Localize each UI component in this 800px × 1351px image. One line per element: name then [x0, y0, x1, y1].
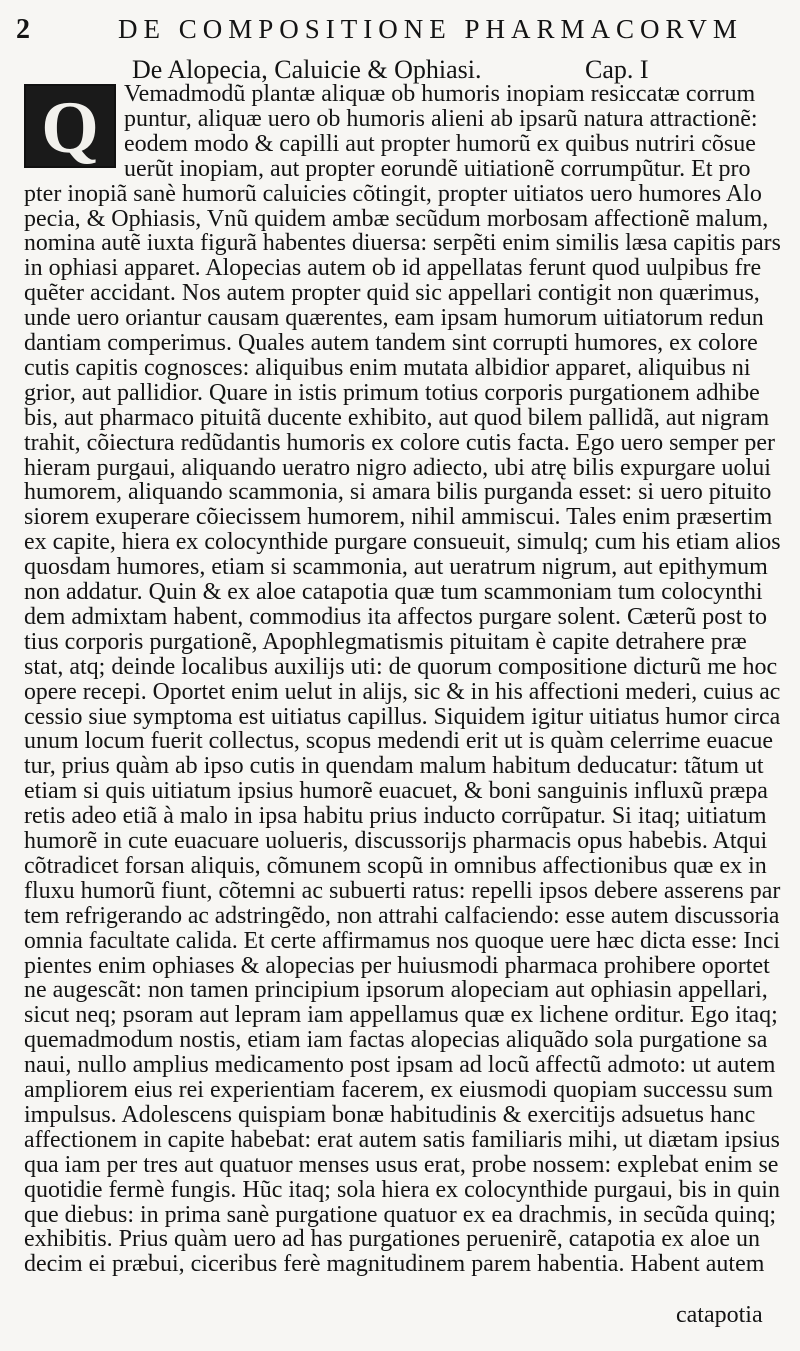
- text-line: cutis capitis cognosces: aliquibus enim mutata albidior apparet, aliquibus ni: [24, 354, 751, 381]
- text-line: eodem modo & capilli aut propter humorũ ex quibus nutriri cõsue: [124, 130, 756, 157]
- running-head: DE COMPOSITIONE PHARMACORVM: [118, 14, 743, 44]
- text-line: exhibitis. Prius quàm uero ad has purgationes peruenirẽ, catapotia ex aloe un: [24, 1226, 761, 1253]
- text-line: pter inopiã sanè humorũ caluicies cõtingit, propter uitiatos uero humores Alo: [24, 180, 762, 207]
- text-line: que diebus: in prima sanè purgatione quatuor ex ea drachmis, in secũda quinq;: [24, 1201, 777, 1228]
- text-line: qua iam per tres aut quatuor menses usus erat, probe nossem: explebat enim se: [24, 1151, 779, 1178]
- text-line: Vemadmodũ plantæ aliquæ ob humoris inopiam resiccatæ corrum: [124, 81, 756, 107]
- text-line: fluxu humorũ fiunt, cõtemni ac subuerti ratus: repelli ipsos debere asserens par: [24, 877, 781, 904]
- text-line: in ophiasi apparet. Alopecias autem ob id appellatas ferunt quod uulpibus fre: [24, 255, 762, 282]
- text-line: ex capite, hiera ex colocynthide purgare consueuit, simulq; cum his etiam alios: [24, 529, 781, 556]
- text-line: humorẽ in cute euacuare uolueris, discussorijs pharmacis opus habebis. Atqui: [24, 828, 768, 854]
- text-line: stat, atq; deinde localibus auxilijs uti: de quorum compositione dicturũ me hoc: [24, 653, 778, 680]
- text-line: affectionem in capite habebat: erat autem satis familiaris mihi, ut diætam ipsius: [24, 1126, 780, 1153]
- text-line: quosdam humores, etiam si scammonia, aut ueratrum nigrum, aut epithymum: [24, 554, 768, 581]
- chapter-number: Cap. I: [585, 55, 649, 84]
- text-line: non addatur. Quin & ex aloe catapotia quæ tum scammoniam tum colocynthi: [24, 579, 763, 605]
- text-line: sicut neq; psoram aut lepram iam appellamus quæ ex lichene orditur. Ego itaq;: [24, 1002, 778, 1029]
- text-line: quemadmodum nostis, etiam iam factas alopecias aliquãdo sola purgatione sa: [24, 1027, 768, 1054]
- text-line: dem admixtam habent, commodius ita affectos purgare solent. Cæterũ post to: [24, 603, 767, 630]
- text-line: trahit, cõiectura redũdantis humoris ex colore cutis facta. Ego uero semper per: [24, 429, 776, 456]
- text-line: bis, aut pharmaco pituitã ducente exhibito, aut quod bilem pallidã, aut nigram: [24, 404, 770, 431]
- text-line: decim ei præbui, ciceribus ferè magnitudinem parem habentia. Habent autem: [24, 1251, 765, 1278]
- catchword: catapotia: [676, 1302, 763, 1328]
- text-line: hieram purgaui, aliquando ueratro nigro adiecto, ubi atrę bilis expurgare uolui: [24, 454, 771, 481]
- text-line: omnia facultate calida. Et certe affirmamus nos quoque uere hæc dicta esse: Inci: [24, 927, 780, 954]
- text-line: ampliorem eius rei experientiam facerem, ex eiusmodi quopiam successu sum: [24, 1077, 774, 1103]
- text-line: grior, aut pallidior. Quare in istis primum totius corporis purgationem adhibe: [24, 379, 760, 406]
- text-line: uerũt inopiam, aut propter eorundẽ uitiationẽ corrumpũtur. Et pro: [124, 155, 751, 182]
- text-line: tius corporis purgationẽ, Apophlegmatismis pituitam è capite detrahere præ: [24, 628, 747, 655]
- chapter-title: De Alopecia, Caluicie & Ophiasi.: [132, 55, 482, 84]
- text-line: unum locum fuerit collectus, scopus medendi erit ut is quàm celerrime euacue: [24, 728, 774, 755]
- text-line: retis adeo etiã à malo in ipsa habitu prius inducto corrũpatur. Si itaq; uitiatum: [24, 803, 767, 830]
- text-line: siorem exuperare cõiecissem humorem, nihil ammiscui. Tales enim præsertim: [24, 504, 773, 531]
- text-line: impulsus. Adolescens quispiam bonæ habitudinis & exercitijs adsuetus hanc: [24, 1101, 756, 1128]
- text-line: quotidie fermè fungis. Hũc itaq; sola hiera ex colocynthide purgaui, bis in quin: [24, 1176, 780, 1203]
- text-line: opere recepi. Oportet enim uelut in alijs, sic & in his affectioni mederi, cuius ac: [24, 678, 781, 705]
- text-line: pecia, & Ophiasis, Vnũ quidem ambæ secũdum morbosam affectionẽ malum,: [24, 205, 769, 232]
- text-line: etiam si quis uitiatum ipsius humorẽ euacuet, & boni sanguinis influxũ præpa: [24, 778, 768, 805]
- text-line: tur, prius quàm ab ipso cutis in quendam malum habitum deducatur: tãtum ut: [24, 753, 764, 780]
- text-line: cessio siue symptoma est uitiatus capillus. Siquidem igitur uitiatus humor circa: [24, 703, 781, 730]
- decorated-initial: Q: [24, 84, 116, 168]
- text-line: puntur, aliquæ uero ob humoris alieni ab ipsarũ natura attractionẽ:: [124, 105, 758, 132]
- text-line: humorem, aliquando scammonia, si amara bilis purganda esset: si uero pituito: [24, 479, 772, 506]
- text-line: ne augescãt: non tamen principium ipsorum alopeciam aut ophiasin appellari,: [24, 977, 768, 1004]
- text-line: dantiam comperimus. Quales autem tandem sint corrupti humores, ex colore: [24, 330, 758, 356]
- page-number: 2: [16, 14, 30, 45]
- text-line: nomina autẽ iuxta figurã habentes diuersa: serpẽti enim similis læsa capitis pars: [24, 230, 781, 257]
- text-line: naui, nullo amplius medicamento post ipsam ad locũ affectũ admoto: ut autem: [24, 1052, 776, 1079]
- text-line: cõtradicet forsan aliquis, cõmunem scopũ in omnibus affectionibus quæ ex in: [24, 852, 767, 879]
- text-line: quẽter accidant. Nos autem propter quid sic appellari contigit non quærimus,: [24, 280, 760, 307]
- text-line: tem refrigerando ac adstringẽdo, non attrahi calfaciendo: esse autem discussoria: [24, 902, 780, 929]
- text-line: unde uero oriantur causam quærentes, eam ipsam humorum uitiatorum redun: [24, 305, 764, 332]
- text-line: pientes enim ophiases & alopecias per huiusmodi pharmaca prohibere oportet: [24, 952, 770, 979]
